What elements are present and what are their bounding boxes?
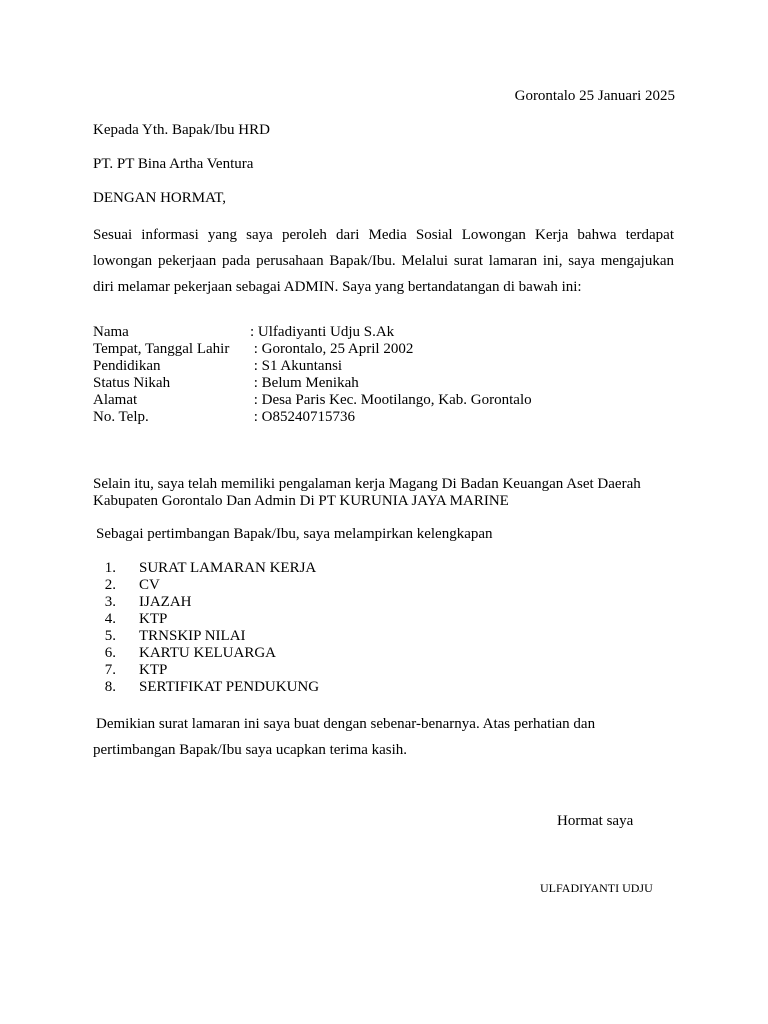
closing-line: pertimbangan Bapak/Ibu saya ucapkan terima kasih. xyxy=(93,742,408,758)
detail-value: : S1 Akuntansi xyxy=(250,358,343,374)
list-label: KARTU KELUARGA xyxy=(139,645,277,661)
detail-row-birth xyxy=(93,341,532,358)
detail-row-name xyxy=(93,324,532,341)
closing-line: Demikian surat lamaran ini saya buat dengan sebenar-benarnya. Atas perhatian dan xyxy=(96,716,596,732)
letter-date: Gorontalo 25 Januari 2025 xyxy=(514,88,675,104)
sign-off: Hormat saya xyxy=(557,813,634,829)
detail-label: Alamat xyxy=(93,392,138,408)
personal-details xyxy=(93,324,532,426)
detail-label: Pendidikan xyxy=(93,358,161,374)
list-number: 8. xyxy=(104,679,116,695)
closing-paragraph xyxy=(93,711,693,763)
company-name: PT. PT Bina Artha Ventura xyxy=(93,156,254,172)
list-item xyxy=(93,577,319,594)
detail-value: : Gorontalo, 25 April 2002 xyxy=(250,341,414,357)
list-number: 1. xyxy=(104,560,116,576)
detail-value: : Ulfadiyanti Udju S.Ak xyxy=(250,324,395,340)
list-label: SERTIFIKAT PENDUKUNG xyxy=(139,679,320,695)
list-number: 6. xyxy=(104,645,116,661)
experience-paragraph: Selain itu, saya telah memiliki pengalaman kerja Magang Di Badan Keuangan Aset Daerah Kabupaten Gorontalo Dan Admin Di PT KURUNIA JAYA MARINE xyxy=(93,476,641,509)
list-item xyxy=(93,628,319,645)
list-label: CV xyxy=(139,577,160,593)
list-number: 2. xyxy=(104,577,116,593)
attachments-list xyxy=(93,560,319,696)
detail-value: : Desa Paris Kec. Mootilango, Kab. Gorontalo xyxy=(250,392,532,408)
list-label: KTP xyxy=(139,611,168,627)
detail-label: No. Telp. xyxy=(93,409,149,425)
list-number: 7. xyxy=(104,662,116,678)
list-item xyxy=(93,594,319,611)
signature-name: ULFADIYANTI UDJU xyxy=(540,881,653,895)
detail-label: Tempat, Tanggal Lahir xyxy=(93,341,230,357)
list-item xyxy=(93,662,319,679)
detail-row-address xyxy=(93,392,532,409)
list-label: SURAT LAMARAN KERJA xyxy=(139,560,317,576)
detail-value: : O85240715736 xyxy=(250,409,355,425)
detail-label: Status Nikah xyxy=(93,375,171,391)
list-label: KTP xyxy=(139,662,168,678)
salutation: DENGAN HORMAT, xyxy=(93,190,227,206)
list-number: 5. xyxy=(104,628,116,644)
list-item xyxy=(93,645,319,662)
detail-value: : Belum Menikah xyxy=(250,375,359,391)
list-item xyxy=(93,679,319,696)
list-item xyxy=(93,611,319,628)
list-number: 3. xyxy=(104,594,116,610)
attachments-intro: Sebagai pertimbangan Bapak/Ibu, saya melampirkan kelengkapan xyxy=(96,526,493,542)
list-label: IJAZAH xyxy=(139,594,192,610)
list-label: TRNSKIP NILAI xyxy=(139,628,246,644)
recipient-line: Kepada Yth. Bapak/Ibu HRD xyxy=(93,122,270,138)
detail-row-education xyxy=(93,358,532,375)
intro-paragraph: Sesuai informasi yang saya peroleh dari Media Sosial Lowongan Kerja bahwa terdapat lowongan pekerjaan pada perusahaan Bapak/Ibu. Melalui surat lamaran ini, saya mengajukan diri melamar pekerjaan sebagai ADMIN. Saya yang bertandatangan di bawah ini: xyxy=(93,227,674,295)
list-item xyxy=(93,560,319,577)
list-number: 4. xyxy=(104,611,116,627)
detail-row-marital xyxy=(93,375,532,392)
detail-row-phone xyxy=(93,409,532,426)
detail-label: Nama xyxy=(93,324,129,340)
